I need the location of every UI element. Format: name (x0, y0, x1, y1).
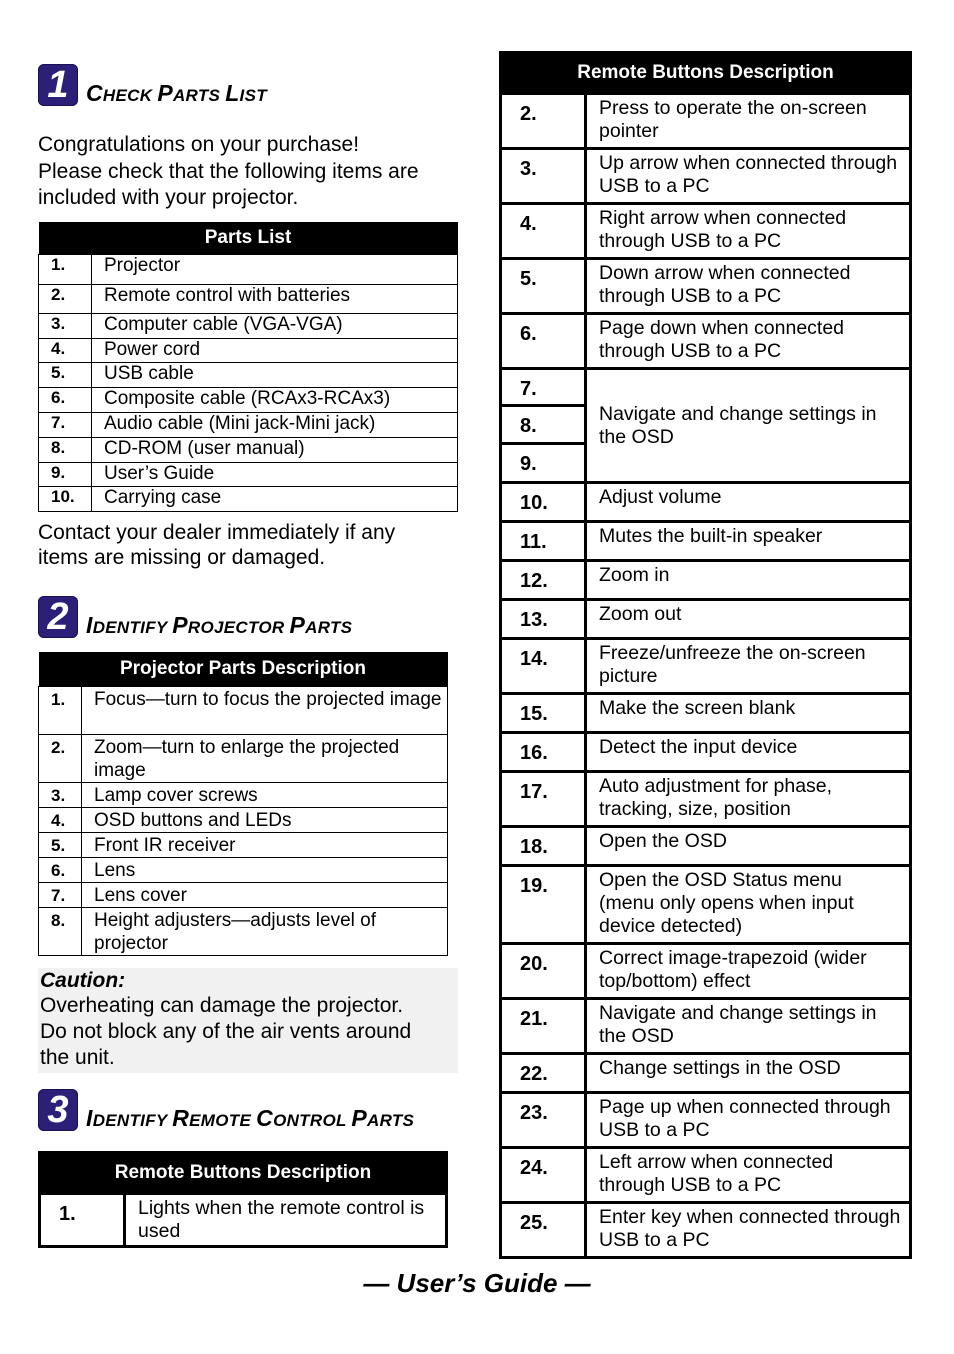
row-number: 2. (501, 94, 586, 149)
row-number: 1. (40, 1193, 125, 1246)
row-number: 7. (501, 369, 586, 406)
row-number: 20. (501, 944, 586, 999)
row-number: 3. (39, 313, 92, 338)
row-number: 9. (501, 444, 586, 483)
row-description: Open the OSD (586, 827, 911, 866)
row-number: 18. (501, 827, 586, 866)
caution-box (38, 968, 458, 1073)
table-row (501, 259, 911, 314)
caution-label: Caution: (40, 968, 126, 992)
projector-parts-table (38, 652, 448, 956)
row-number: 9. (39, 462, 92, 486)
section-3-heading (38, 1083, 458, 1131)
table-row (39, 254, 458, 284)
row-description: Right arrow when connected through USB to a PC (586, 204, 911, 259)
row-description: USB cable (92, 362, 458, 387)
row-number: 22. (501, 1054, 586, 1093)
row-description: Composite cable (RCAx3-RCAx3) (92, 387, 458, 412)
table-row (501, 639, 911, 694)
table-row (501, 1093, 911, 1148)
caution-line: Overheating can damage the projector. (40, 993, 404, 1017)
table-row (40, 1193, 447, 1246)
row-number: 5. (501, 259, 586, 314)
contact-paragraph (38, 520, 458, 570)
row-description: Detect the input device (586, 733, 911, 772)
table-row (501, 772, 911, 827)
row-description: Make the screen blank (586, 694, 911, 733)
table-row (39, 486, 458, 511)
row-number: 6. (39, 387, 92, 412)
row-description: Change settings in the OSD (586, 1054, 911, 1093)
row-description: Zoom—turn to enlarge the projected image (82, 734, 448, 782)
parts-list-table (38, 222, 458, 512)
row-number: 19. (501, 866, 586, 944)
row-description: User’s Guide (92, 462, 458, 486)
table-row (501, 522, 911, 561)
table-row (501, 1148, 911, 1203)
table-row (39, 734, 448, 782)
row-description: Down arrow when connected through USB to a PC (586, 259, 911, 314)
row-description: Auto adjustment for phase, tracking, size, position (586, 772, 911, 827)
table-row (39, 338, 458, 362)
table-row (501, 149, 911, 204)
caution-line: the unit. (40, 1045, 115, 1069)
row-number: 10. (501, 483, 586, 522)
row-number: 12. (501, 561, 586, 600)
table-row (501, 561, 911, 600)
table-row (39, 387, 458, 412)
row-description: Correct image-trapezoid (wider top/bottom) effect (586, 944, 911, 999)
row-description: Enter key when connected through USB to a PC (586, 1203, 911, 1258)
table-row (39, 362, 458, 387)
table-row (501, 733, 911, 772)
remote-table-left (38, 1151, 448, 1248)
left-column (38, 58, 458, 1248)
row-description: Open the OSD Status menu (menu only opens when input device detected) (586, 866, 911, 944)
table-row (501, 999, 911, 1054)
row-description: Power cord (92, 338, 458, 362)
row-number: 6. (39, 857, 82, 882)
table-row (39, 807, 448, 832)
row-description: Page up when connected through USB to a PC (586, 1093, 911, 1148)
row-number: 5. (39, 832, 82, 857)
row-description: Press to operate the on-screen pointer (586, 94, 911, 149)
row-description: Carrying case (92, 486, 458, 511)
table-row (39, 313, 458, 338)
row-number: 15. (501, 694, 586, 733)
table-row (39, 437, 458, 462)
row-number: 8. (39, 907, 82, 955)
contact-line: items are missing or damaged. (38, 545, 326, 569)
row-number: 5. (39, 362, 92, 387)
table-row (39, 686, 448, 734)
table-row (39, 832, 448, 857)
row-number: 8. (501, 406, 586, 444)
row-description: Lamp cover screws (82, 782, 448, 807)
table-row (501, 827, 911, 866)
table-row (501, 314, 911, 369)
row-description: Adjust volume (586, 483, 911, 522)
row-description: Zoom out (586, 600, 911, 639)
row-number: 14. (501, 639, 586, 694)
intro-paragraph (38, 132, 458, 212)
right-column (499, 51, 912, 1259)
row-description: Left arrow when connected through USB to a PC (586, 1148, 911, 1203)
table-row (501, 483, 911, 522)
row-number: 16. (501, 733, 586, 772)
section-2-heading (38, 590, 458, 638)
row-number: 2. (39, 734, 82, 782)
row-description: Navigate and change settings in the OSD (586, 369, 911, 483)
section-1-badge: 1 (38, 64, 78, 106)
page-footer: — User’s Guide — (363, 1268, 591, 1298)
row-description: Focus—turn to focus the projected image (82, 686, 448, 734)
intro-line: Congratulations on your purchase! (38, 133, 360, 156)
table-row (501, 204, 911, 259)
row-number: 3. (39, 782, 82, 807)
row-description: Freeze/unfreeze the on-screen picture (586, 639, 911, 694)
section-1-title: CHECK PARTS LIST (86, 80, 267, 106)
row-number: 10. (39, 486, 92, 511)
parts-list-header: Parts List (39, 222, 458, 255)
row-description: Zoom in (586, 561, 911, 600)
table-row (501, 94, 911, 149)
row-description: Projector (92, 254, 458, 284)
row-number: 4. (39, 338, 92, 362)
row-number: 2. (39, 284, 92, 313)
contact-line: Contact your dealer immediately if any (38, 520, 396, 544)
row-description: Navigate and change settings in the OSD (586, 999, 911, 1054)
table-row (501, 944, 911, 999)
table-row (39, 284, 458, 313)
row-number: 1. (39, 254, 92, 284)
row-description: Remote control with batteries (92, 284, 458, 313)
row-description: Up arrow when connected through USB to a PC (586, 149, 911, 204)
row-number: 11. (501, 522, 586, 561)
projector-parts-header: Projector Parts Description (39, 652, 448, 687)
remote-buttons-table (499, 51, 912, 1259)
table-row (39, 462, 458, 486)
row-number: 23. (501, 1093, 586, 1148)
row-number: 13. (501, 600, 586, 639)
remote-left-header: Remote Buttons Description (40, 1152, 447, 1193)
row-description: Lens (82, 857, 448, 882)
table-row (501, 1054, 911, 1093)
row-description: Page down when connected through USB to a PC (586, 314, 911, 369)
row-description: Height adjusters—adjusts level of projector (82, 907, 448, 955)
row-number: 6. (501, 314, 586, 369)
section-1-heading (38, 58, 458, 106)
row-number: 4. (39, 807, 82, 832)
row-number: 4. (501, 204, 586, 259)
row-number: 7. (39, 412, 92, 437)
row-number: 7. (39, 882, 82, 907)
section-2-badge: 2 (38, 596, 78, 638)
row-description: Lights when the remote control is used (125, 1193, 447, 1246)
table-row (39, 882, 448, 907)
row-description: CD-ROM (user manual) (92, 437, 458, 462)
section-2-title: IDENTIFY PROJECTOR PARTS (86, 611, 353, 638)
caution-line: Do not block any of the air vents around (40, 1019, 412, 1043)
row-description: Front IR receiver (82, 832, 448, 857)
intro-line: included with your projector. (38, 186, 299, 209)
row-description: Mutes the built-in speaker (586, 522, 911, 561)
table-row (501, 694, 911, 733)
row-number: 3. (501, 149, 586, 204)
row-description: OSD buttons and LEDs (82, 807, 448, 832)
remote-buttons-header: Remote Buttons Description (501, 53, 911, 94)
table-row (501, 1203, 911, 1258)
table-row (501, 600, 911, 639)
table-row (39, 857, 448, 882)
row-description: Audio cable (Mini jack-Mini jack) (92, 412, 458, 437)
table-row (39, 907, 448, 955)
table-row (39, 412, 458, 437)
row-number: 24. (501, 1148, 586, 1203)
intro-line: Please check that the following items are (38, 159, 419, 183)
row-number: 21. (501, 999, 586, 1054)
row-number: 25. (501, 1203, 586, 1258)
row-description: Computer cable (VGA-VGA) (92, 313, 458, 338)
row-number: 17. (501, 772, 586, 827)
row-number: 8. (39, 437, 92, 462)
section-3-title: IDENTIFY REMOTE CONTROL PARTS (86, 1104, 415, 1131)
row-number: 1. (39, 686, 82, 734)
table-row (39, 782, 448, 807)
table-row (501, 369, 911, 406)
section-3-badge: 3 (38, 1089, 78, 1131)
table-row (501, 866, 911, 944)
row-description: Lens cover (82, 882, 448, 907)
